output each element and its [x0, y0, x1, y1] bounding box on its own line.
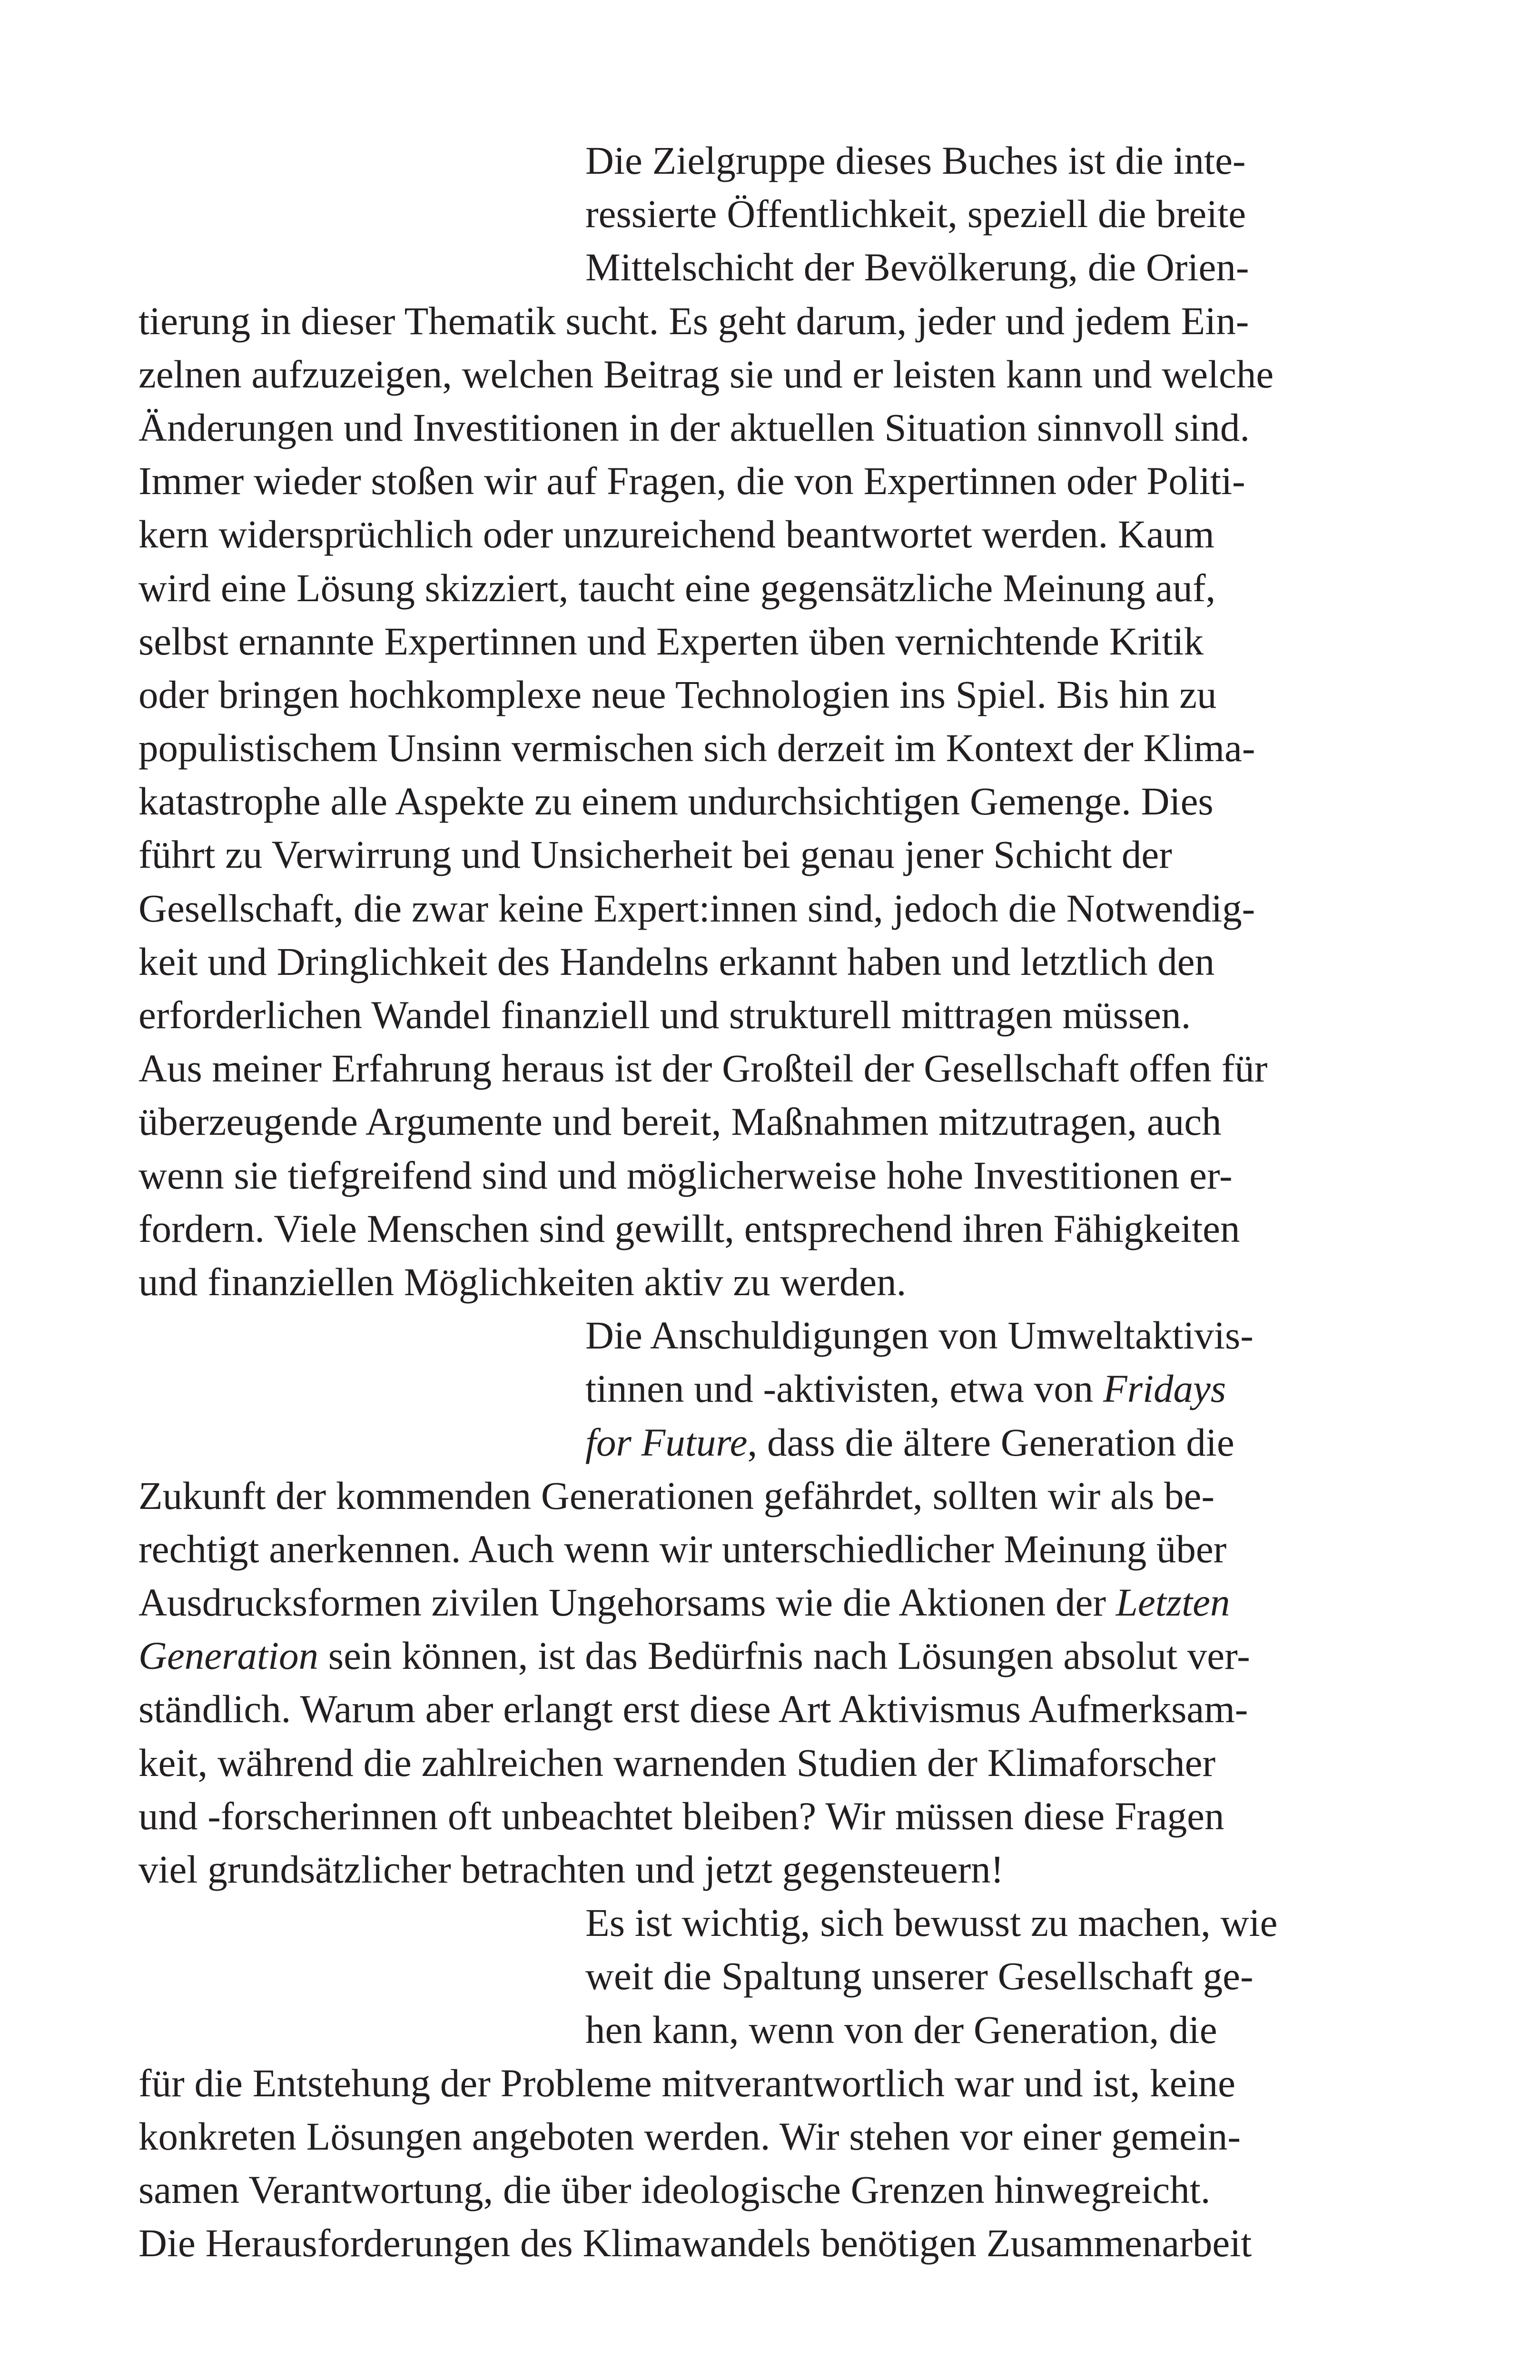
- paragraph: [138, 134, 1423, 1041]
- text-line: wird eine Lösung skizziert, taucht eine gegensätzliche Meinung auf,: [138, 565, 1216, 610]
- paragraph: [138, 1309, 1423, 1896]
- text-line: erforderlichen Wandel finanziell und strukturell mittragen müssen.: [138, 993, 1191, 1037]
- text-line: [138, 1629, 1423, 1682]
- italic-title-fridays: Fridays: [1103, 1367, 1226, 1411]
- text-line: [138, 1576, 1423, 1629]
- text-line: rechtigt anerkennen. Auch wenn wir unterschiedlicher Meinung über: [138, 1527, 1227, 1571]
- paragraph: [138, 1041, 1423, 1309]
- text-line: selbst ernannte Expertinnen und Experten üben vernichtende Kritik: [138, 619, 1204, 663]
- line-text: tinnen und -aktivisten, etwa von: [585, 1367, 1103, 1411]
- text-line: ständlich. Warum aber erlangt erst diese Art Aktivismus Aufmerksam-: [138, 1687, 1248, 1731]
- text-line: katastrophe alle Aspekte zu einem undurchsichtigen Gemenge. Dies: [138, 779, 1214, 823]
- italic-title-generation: Generation: [138, 1634, 319, 1678]
- text-line: und finanziellen Möglichkeiten aktiv zu werden.: [138, 1259, 907, 1304]
- text-line: populistischem Unsinn vermischen sich derzeit im Kontext der Klima-: [138, 726, 1255, 770]
- text-line: konkreten Lösungen angeboten werden. Wir stehen vor einer gemein-: [138, 2114, 1241, 2158]
- text-line: Die Herausforderungen des Klimawandels benötigen Zusammenarbeit: [138, 2221, 1252, 2265]
- text-line: für die Entstehung der Probleme mitverantwortlich war und ist, keine: [138, 2061, 1235, 2105]
- text-line: tierung in dieser Thematik sucht. Es geht darum, jeder und jedem Ein-: [138, 298, 1249, 343]
- text-line: oder bringen hochkomplexe neue Technologien ins Spiel. Bis hin zu: [138, 672, 1217, 716]
- text-line: Immer wieder stoßen wir auf Fragen, die von Expertinnen oder Politi-: [138, 459, 1245, 503]
- italic-title-letzten: Letzten: [1116, 1580, 1230, 1625]
- line-text: , dass die ältere Generation die: [747, 1420, 1234, 1464]
- text-line: weit die Spaltung unserer Gesellschaft ge-: [585, 1954, 1254, 1998]
- text-line: Die Zielgruppe dieses Buches ist die inte-: [585, 139, 1246, 182]
- text-line: überzeugende Argumente und bereit, Maßnahmen mitzutragen, auch: [138, 1100, 1222, 1144]
- text-line: Aus meiner Erfahrung heraus ist der Großteil der Gesellschaft offen für: [138, 1046, 1268, 1091]
- text-line: wenn sie tiefgreifend sind und möglicherweise hohe Investitionen er-: [138, 1153, 1233, 1197]
- text-line: [138, 1362, 1423, 1415]
- text-line: und -forscherinnen oft unbeachtet bleiben? Wir müssen diese Fragen: [138, 1794, 1224, 1838]
- text-line: keit, während die zahlreichen warnenden Studien der Klimaforscher: [138, 1740, 1216, 1785]
- text-line: fordern. Viele Menschen sind gewillt, entsprechend ihren Fähigkeiten: [138, 1206, 1240, 1250]
- italic-title-for-future: for Future: [585, 1420, 748, 1464]
- text-line: [138, 1416, 1423, 1469]
- text-line: Es ist wichtig, sich bewusst zu machen, wie: [585, 1901, 1278, 1945]
- text-line: Gesellschaft, die zwar keine Expert:innen sind, jedoch die Notwendig-: [138, 886, 1255, 930]
- text-line: ressierte Öffentlichkeit, speziell die breite: [585, 192, 1246, 236]
- text-line: hen kann, wenn von der Generation, die: [585, 2007, 1217, 2052]
- text-line: keit und Dringlichkeit des Handelns erkannt haben und letztlich den: [138, 939, 1215, 983]
- text-line: Zukunft der kommenden Generationen gefährdet, sollten wir als be-: [138, 1473, 1214, 1517]
- text-line: zelnen aufzuzeigen, welchen Beitrag sie und er leisten kann und welche: [138, 352, 1274, 396]
- text-line: samen Verantwortung, die über ideologische Grenzen hinwegreicht.: [138, 2168, 1211, 2212]
- text-line: Die Anschuldigungen von Umweltaktivis-: [585, 1313, 1254, 1358]
- body-text: [138, 134, 1423, 2270]
- text-line: Mittelschicht der Bevölkerung, die Orien-: [585, 245, 1249, 289]
- line-text: Ausdrucksformen zivilen Ungehorsams wie die Aktionen der: [138, 1580, 1116, 1625]
- line-text: sein können, ist das Bedürfnis nach Lösungen absolut ver-: [318, 1634, 1250, 1678]
- text-line: Änderungen und Investitionen in der aktuellen Situation sinnvoll sind.: [138, 405, 1250, 449]
- text-line: kern widersprüchlich oder unzureichend beantwortet werden. Kaum: [138, 512, 1214, 556]
- text-line: führt zu Verwirrung und Unsicherheit bei genau jener Schicht der: [138, 833, 1172, 877]
- text-line: viel grundsätzlicher betrachten und jetzt gegensteuern!: [138, 1847, 1004, 1891]
- paragraph: [138, 1896, 1423, 2270]
